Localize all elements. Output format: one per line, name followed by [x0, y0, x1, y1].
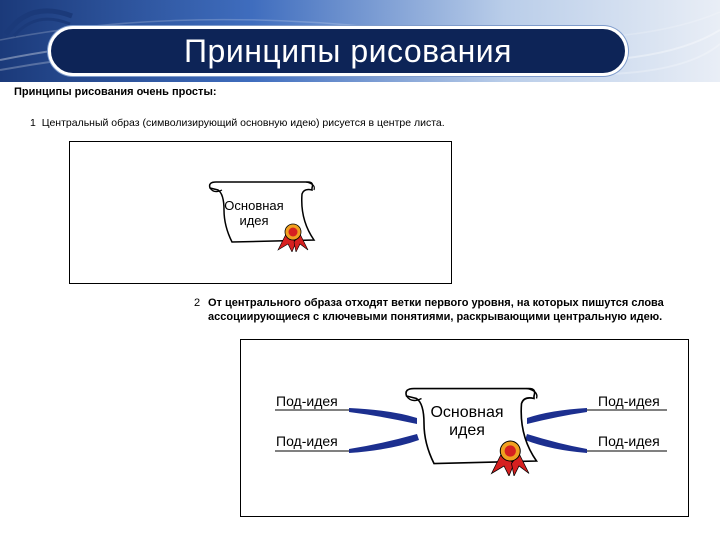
title-banner	[48, 26, 628, 76]
central-idea-line1: Основная	[430, 404, 504, 421]
central-idea-line2: идея	[449, 422, 485, 440]
step-2-number: 2	[194, 297, 201, 309]
diagram-central-image	[69, 141, 452, 284]
diagram-first-level-branches	[240, 339, 689, 517]
step-2	[194, 296, 714, 324]
step-1-text: Центральный образ (символизирующий основную идею) рисуется в центре листа.	[41, 117, 445, 129]
sub-idea-top-right: Под-идея	[598, 393, 660, 409]
step-2-line-2: ассоциирующиеся с ключевыми понятиями, раскрывающими центральную идею.	[208, 311, 663, 323]
central-idea-line1: Основная	[224, 198, 284, 213]
sub-idea-bottom-right: Под-идея	[598, 433, 660, 449]
sub-idea-bottom-left: Под-идея	[276, 433, 338, 449]
central-idea-label	[417, 404, 517, 441]
central-idea-line2: идея	[239, 212, 269, 228]
step-2-line-1: От центрального образа отходят ветки первого уровня, на которых пишутся слова	[208, 297, 664, 309]
step-1	[30, 117, 445, 129]
header-banner	[0, 0, 720, 82]
sub-idea-top-left: Под-идея	[276, 393, 338, 409]
intro-text: Принципы рисования очень просты:	[14, 86, 217, 98]
step-1-number: 1	[30, 117, 36, 129]
slide-title: Принципы рисования	[184, 32, 512, 69]
central-idea-label	[218, 199, 290, 229]
